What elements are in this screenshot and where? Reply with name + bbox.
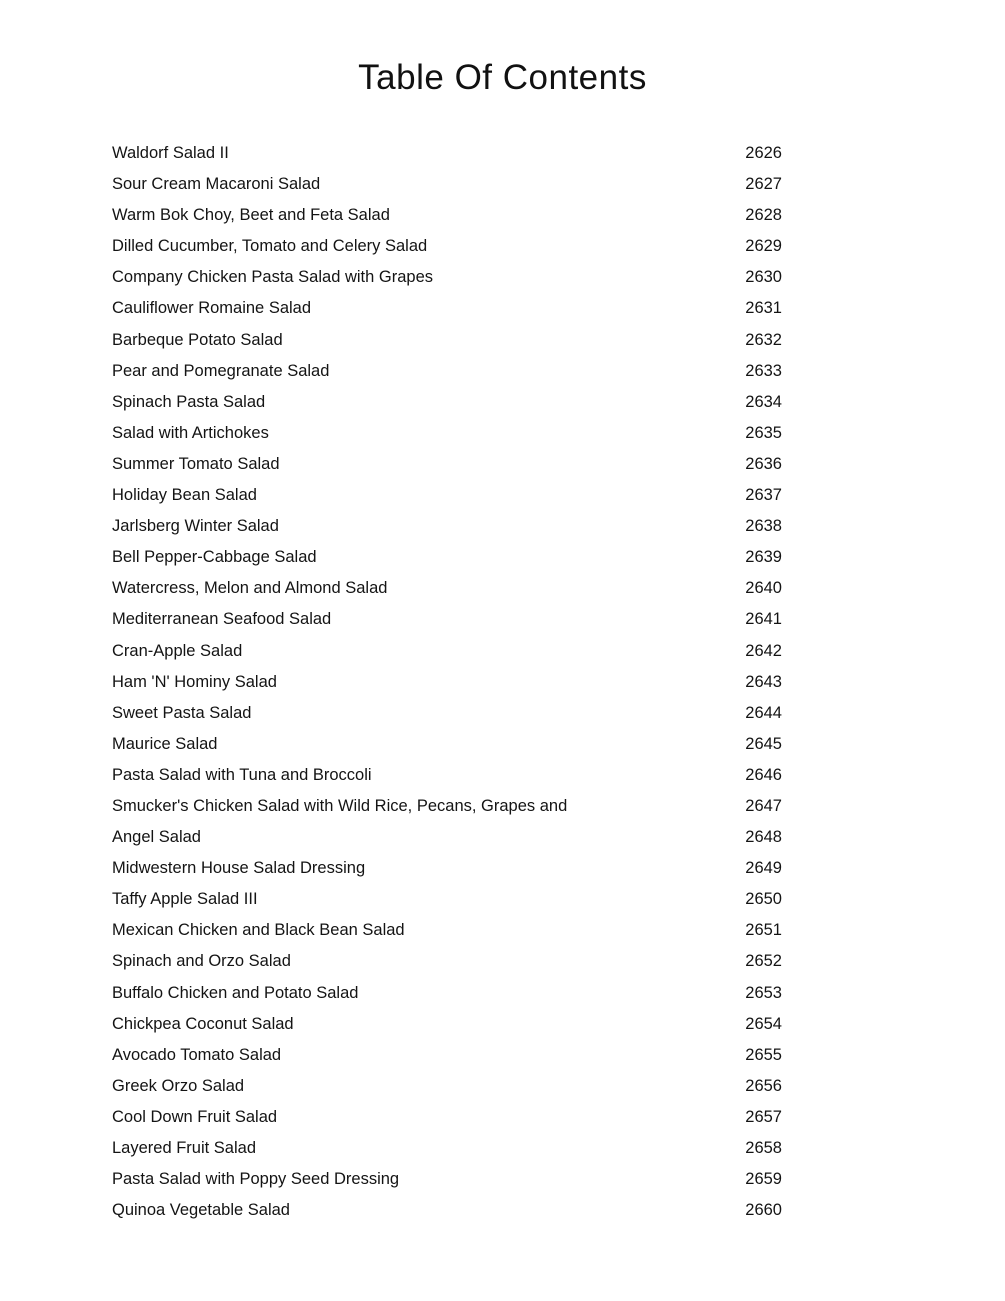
toc-entry-title: Greek Orzo Salad: [112, 1076, 245, 1095]
toc-entry-title: Warm Bok Choy, Beet and Feta Salad: [112, 206, 390, 225]
toc-entry-title: Mexican Chicken and Black Bean Salad: [112, 921, 405, 940]
toc-entry-page: 2637: [745, 486, 782, 505]
toc-entry-page: 2626: [745, 144, 782, 162]
toc-entry: [112, 636, 782, 667]
toc-entry-page: 2660: [745, 1201, 782, 1220]
toc-entry: [112, 604, 782, 635]
toc-entry: [112, 480, 782, 511]
toc-entry-page: 2651: [745, 921, 782, 940]
toc-list: [112, 138, 782, 1226]
toc-entry: [112, 1102, 782, 1133]
toc-entry-page: 2654: [745, 1014, 782, 1033]
toc-entry-title: Pasta Salad with Poppy Seed Dressing: [112, 1170, 400, 1189]
toc-entry-page: 2652: [745, 952, 782, 971]
toc-entry: [112, 293, 782, 324]
toc-entry-page: 2636: [745, 454, 782, 473]
toc-entry-page: 2646: [745, 765, 782, 784]
toc-entry-title: Dilled Cucumber, Tomato and Celery Salad: [112, 237, 428, 256]
toc-entry: [112, 573, 782, 604]
toc-entry: [112, 356, 782, 387]
toc-entry: [112, 946, 782, 977]
toc-entry: [112, 200, 782, 231]
toc-entry-page: 2648: [745, 828, 782, 847]
toc-entry: [112, 1164, 782, 1195]
toc-entry: [112, 698, 782, 729]
toc-entry: [112, 231, 782, 262]
toc-entry-title: Spinach Pasta Salad: [112, 392, 266, 411]
toc-entry: [112, 138, 782, 169]
toc-entry-page: 2634: [745, 392, 782, 411]
toc-entry-page: 2655: [745, 1045, 782, 1064]
toc-entry-page: 2627: [745, 175, 782, 194]
toc-entry-title: Smucker's Chicken Salad with Wild Rice, Pecans, Grapes and: [112, 796, 568, 815]
toc-entry: [112, 1195, 782, 1226]
toc-entry-title: Chickpea Coconut Salad: [112, 1014, 294, 1033]
toc-entry: [112, 822, 782, 853]
toc-entry-page: 2645: [745, 734, 782, 753]
toc-entry-page: 2638: [745, 517, 782, 536]
toc-entry-title: Layered Fruit Salad: [112, 1139, 256, 1157]
toc-entry-title: Mediterranean Seafood Salad: [112, 610, 332, 629]
toc-entry: [112, 1133, 782, 1164]
toc-entry: [112, 667, 782, 698]
toc-entry-page: 2644: [745, 703, 782, 722]
toc-entry-page: 2650: [745, 890, 782, 909]
toc-entry-title: Waldorf Salad II: [112, 144, 229, 162]
toc-entry-title: Cauliflower Romaine Salad: [112, 299, 312, 318]
toc-entry-title: Jarlsberg Winter Salad: [112, 517, 279, 536]
toc-entry-title: Buffalo Chicken and Potato Salad: [112, 983, 359, 1002]
toc-entry-page: 2640: [745, 579, 782, 598]
toc-entry-title: Quinoa Vegetable Salad: [112, 1201, 290, 1220]
toc-entry-title: Sweet Pasta Salad: [112, 703, 252, 722]
toc-entry: [112, 884, 782, 915]
toc-entry: [112, 418, 782, 449]
toc-entry-page: 2643: [745, 672, 782, 691]
toc-entry: [112, 542, 782, 573]
toc-entry-page: 2632: [745, 330, 782, 349]
toc-entry: [112, 791, 782, 822]
toc-entry-title: Holiday Bean Salad: [112, 486, 257, 505]
toc-entry-title: Bell Pepper-Cabbage Salad: [112, 548, 317, 567]
toc-entry-title: Avocado Tomato Salad: [112, 1045, 282, 1064]
toc-entry-title: Watercress, Melon and Almond Salad: [112, 579, 388, 598]
toc-entry-page: 2631: [745, 299, 782, 318]
toc-entry: [112, 915, 782, 946]
toc-entry: [112, 511, 782, 542]
toc-entry-title: Pasta Salad with Tuna and Broccoli: [112, 765, 372, 784]
toc-entry-page: 2659: [745, 1170, 782, 1189]
toc-entry-title: Cool Down Fruit Salad: [112, 1107, 278, 1126]
page-title: Table Of Contents: [358, 58, 647, 97]
toc-entry-title: Company Chicken Pasta Salad with Grapes: [112, 268, 433, 287]
toc-entry: [112, 729, 782, 760]
toc-entry: [112, 325, 782, 356]
toc-entry-title: Barbeque Potato Salad: [112, 330, 283, 349]
toc-entry: [112, 853, 782, 884]
toc-entry-page: 2653: [745, 983, 782, 1002]
toc-entry-page: 2647: [745, 796, 782, 815]
toc-entry-title: Salad with Artichokes: [112, 423, 269, 442]
toc-entry: [112, 760, 782, 791]
toc-entry: [112, 978, 782, 1009]
toc-entry-page: 2635: [745, 423, 782, 442]
toc-entry-title: Sour Cream Macaroni Salad: [112, 175, 321, 194]
toc-entry-title: Summer Tomato Salad: [112, 454, 280, 473]
toc-entry-title: Pear and Pomegranate Salad: [112, 361, 330, 380]
toc-entry: [112, 169, 782, 200]
toc-entry: [112, 1009, 782, 1040]
toc-entry-title: Cran-Apple Salad: [112, 641, 243, 660]
toc-entry-title: Spinach and Orzo Salad: [112, 952, 291, 971]
toc-entry: [112, 1040, 782, 1071]
toc-entry: [112, 1071, 782, 1102]
toc-entry: [112, 387, 782, 418]
toc-entry-title: Taffy Apple Salad III: [112, 890, 258, 909]
toc-entry: [112, 449, 782, 480]
toc-entry-page: 2628: [745, 206, 782, 225]
toc-entry-page: 2639: [745, 548, 782, 567]
toc-entry-page: 2649: [745, 859, 782, 878]
toc-entry-title: Ham 'N' Hominy Salad: [112, 672, 277, 691]
toc-entry-page: 2629: [745, 237, 782, 256]
toc-entry-page: 2656: [745, 1076, 782, 1095]
toc-entry-page: 2658: [745, 1139, 782, 1157]
toc-entry-page: 2657: [745, 1107, 782, 1126]
toc-entry-page: 2633: [745, 361, 782, 380]
toc-entry-title: Midwestern House Salad Dressing: [112, 859, 366, 878]
toc-entry: [112, 262, 782, 293]
toc-entry-title: Maurice Salad: [112, 734, 218, 753]
toc-entry-page: 2630: [745, 268, 782, 287]
toc-entry-page: 2641: [745, 610, 782, 629]
toc-entry-page: 2642: [745, 641, 782, 660]
toc-entry-title: Angel Salad: [112, 828, 201, 847]
